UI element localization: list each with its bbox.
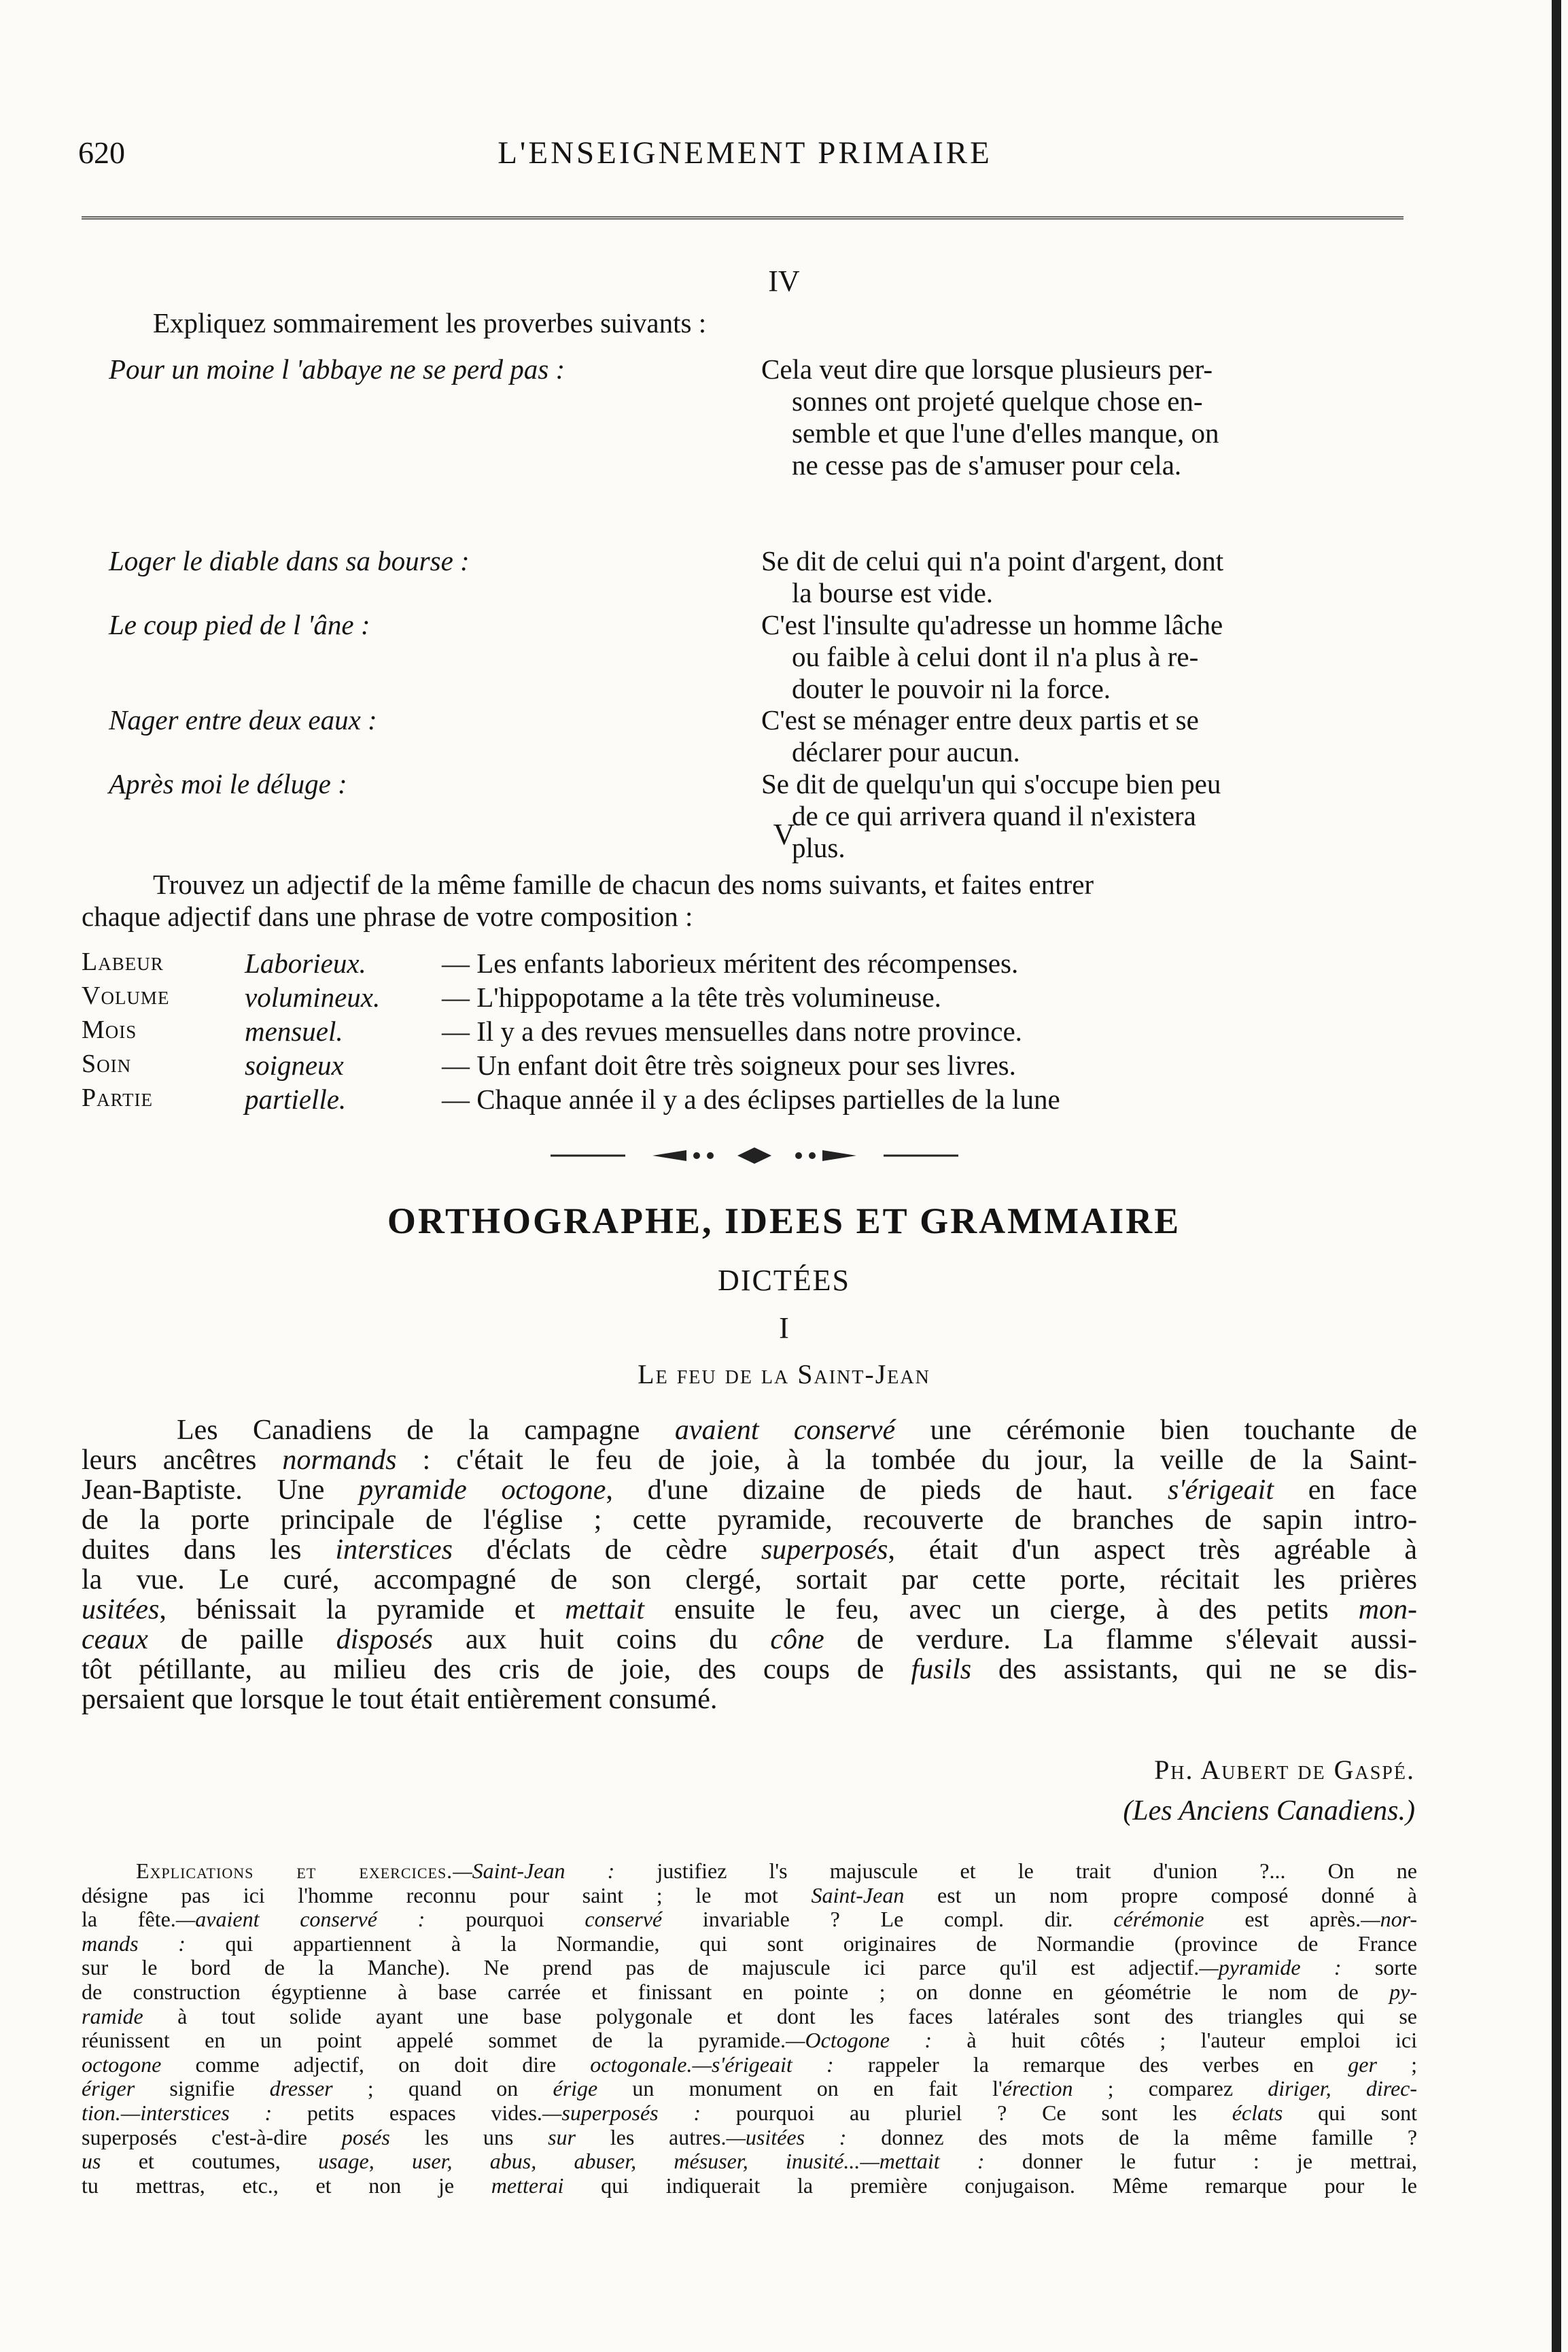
italic-text-run: conservé <box>585 1907 663 1932</box>
note-line <box>82 2077 1417 2101</box>
page-header <box>78 135 1412 182</box>
note-line <box>82 1956 1417 1980</box>
text-run: pourquoi au pluriel ? Ce sont les <box>700 2100 1232 2125</box>
italic-text-run: cérémonie <box>1113 1907 1204 1932</box>
adjective-cell: soigneux <box>245 1050 344 1081</box>
meaning-line: ou faible à celui dont il n'a plus à re- <box>792 641 1199 672</box>
text-run: désigne pas ici l'homme reconnu pour saint ; le mot <box>82 1882 812 1907</box>
text-run: Jean-Baptiste. Une <box>82 1474 360 1506</box>
note-line <box>82 2149 1417 2174</box>
text-run: petits espaces vides. <box>272 2100 542 2125</box>
italic-text-run: disposés <box>336 1624 434 1655</box>
section-iv-instruction: Expliquez sommairement les proverbes suivants : <box>153 307 707 339</box>
text-run: ; quand on <box>332 2076 553 2101</box>
italic-text-run: py- <box>1389 1979 1417 2004</box>
text-run: leurs ancêtres <box>82 1445 283 1476</box>
text-run: qui indiquerait la première conjugaison. Même remarque pour le <box>563 2173 1418 2198</box>
paragraph-line <box>82 1505 1417 1535</box>
text-run: et coutumes, <box>101 2149 319 2174</box>
text-run: réunissent en un point appelé sommet de la pyramide. <box>82 2028 786 2053</box>
notes-label: Explications et exercices. <box>136 1858 453 1883</box>
meaning-line: Cela veut dire que lorsque plusieurs per- <box>761 353 1213 385</box>
proverb-3: Le coup pied de l 'âne : <box>109 609 370 640</box>
section-v-instruction-line2: chaque adjectif dans une phrase de votre composition : <box>82 901 693 932</box>
italic-text-run: —pyramide : <box>1199 1955 1342 1980</box>
italic-text-run: cône <box>770 1624 824 1655</box>
text-run: à tout solide ayant une base polygonale et dont les faces latérales sont des triangles qui se <box>143 2003 1417 2028</box>
text-run: à huit côtés ; l'auteur emploi ici <box>931 2028 1418 2053</box>
meaning-line: ne cesse pas de s'amuser pour cela. <box>792 449 1182 481</box>
text-run: persaient que lorsque le tout était entièrement consumé. <box>82 1684 718 1715</box>
scan-edge-shadow <box>1552 0 1561 2352</box>
text-run: sur le bord de la Manche). Ne prend pas de majuscule ici parce qu'il est adjectif. <box>82 1955 1200 1980</box>
text-run: d'éclats de cèdre <box>452 1534 761 1566</box>
italic-text-run: us <box>82 2149 101 2174</box>
text-run: la vue. Le curé, accompagné de son clergé, sortait par cette porte, récitait les prières <box>82 1564 1417 1595</box>
note-line <box>82 1907 1417 1932</box>
text-run: donnez des mots de la même famille ? <box>846 2124 1418 2149</box>
text-run: qui sont <box>1283 2100 1418 2125</box>
note-line <box>82 2028 1417 2053</box>
text-run: pourquoi <box>425 1907 585 1932</box>
italic-text-run: ériger <box>82 2076 135 2101</box>
italic-text-run: —Octogone : <box>786 2028 932 2053</box>
text-run: , était d'un aspect très agréable à <box>888 1534 1417 1566</box>
note-line <box>82 1884 1417 1908</box>
meaning-line: douter le pouvoir ni la force. <box>792 673 1111 704</box>
noun-cell: Partie <box>82 1084 153 1112</box>
text-run: rappeler la remarque des verbes en <box>833 2052 1348 2077</box>
meaning-line: de ce qui arrivera quand il n'existera <box>792 800 1196 831</box>
dictee-numeral: I <box>779 1311 789 1345</box>
proverb-meaning-1 <box>761 353 1421 481</box>
text-run: qui appartiennent à la Normandie, qui sont originaires de Normandie (province de France <box>185 1931 1418 1956</box>
text-run: justifiez l's majuscule et le trait d'union ?... On ne <box>614 1858 1418 1883</box>
adjective-cell: mensuel. <box>245 1016 343 1047</box>
text-run: les uns <box>389 2124 548 2149</box>
paragraph-line <box>82 1655 1417 1684</box>
page-number: 620 <box>78 135 125 170</box>
meaning-line: C'est se ménager entre deux partis et se <box>761 704 1199 736</box>
text-run: de verdure. La flamme s'élevait aussi- <box>824 1624 1418 1655</box>
dictee-author: Ph. Aubert de Gaspé. <box>1154 1754 1415 1785</box>
section-v-instruction-line1: Trouvez un adjectif de la même famille de chacun des noms suivants, et faites entrer <box>153 869 1094 900</box>
text-run: ; comparez <box>1073 2076 1268 2101</box>
text-run: aux huit coins du <box>433 1624 771 1655</box>
italic-text-run: érection <box>1002 2076 1073 2101</box>
note-line <box>82 1980 1417 2005</box>
note-line <box>82 1932 1417 1956</box>
note-line <box>82 2126 1417 2150</box>
italic-text-run: mettait <box>565 1594 644 1625</box>
italic-text-run: ger <box>1348 2052 1377 2077</box>
text-run: comme adjectif, on doit dire <box>161 2052 591 2077</box>
meaning-line: Se dit de quelqu'un qui s'occupe bien peu <box>761 768 1221 799</box>
italic-text-run: posés <box>341 2124 390 2149</box>
italic-text-run: usitées <box>82 1594 160 1625</box>
italic-text-run: —interstices : <box>120 2100 273 2125</box>
text-run: Les Canadiens de la campagne <box>177 1415 675 1446</box>
meaning-line: déclarer pour aucun. <box>792 736 1020 767</box>
note-line <box>82 2174 1417 2198</box>
noun-cell: Labeur <box>82 948 164 976</box>
meaning-line: Se dit de celui qui n'a point d'argent, dont <box>761 545 1224 576</box>
text-run: de paille <box>147 1624 336 1655</box>
proverb-meaning-3 <box>761 609 1421 705</box>
italic-text-run: —Saint-Jean : <box>453 1858 615 1883</box>
italic-text-run: diriger, direc- <box>1268 2076 1418 2101</box>
proverb-5: Après moi le déluge : <box>109 768 347 799</box>
section-v-numeral: V <box>773 818 795 851</box>
text-run: , d'une dizaine de pieds de haut. <box>606 1474 1168 1506</box>
meaning-line: semble et que l'une d'elles manque, on <box>792 417 1219 449</box>
noun-cell: Soin <box>82 1050 132 1078</box>
italic-text-run: s'érigeait <box>1168 1474 1274 1506</box>
text-run: ; <box>1376 2052 1417 2077</box>
meaning-line: la bourse est vide. <box>792 577 994 608</box>
dictee-paragraph <box>82 1415 1417 1714</box>
italic-text-run: usage, user, abus, abuser, mésuser, inusité... <box>318 2149 860 2174</box>
paragraph-line <box>82 1535 1417 1565</box>
text-run: en face <box>1274 1474 1417 1506</box>
text-run: : c'était le feu de joie, à la tombée du jour, la veille de la Saint- <box>396 1445 1417 1476</box>
italic-text-run: tion. <box>82 2100 121 2125</box>
italic-text-run: —mettait : <box>860 2149 985 2174</box>
text-run: duites dans les <box>82 1534 336 1566</box>
dictee-title: Le feu de la Saint-Jean <box>638 1359 930 1389</box>
italic-text-run: ceaux <box>82 1624 148 1655</box>
italic-text-run: —nor- <box>1361 1907 1418 1932</box>
noun-cell: Mois <box>82 1016 137 1044</box>
note-line <box>82 2005 1417 2029</box>
sentence-cell: — Un enfant doit être très soigneux pour ses livres. <box>442 1050 1016 1081</box>
italic-text-run: —superposés : <box>542 2100 701 2125</box>
paragraph-line <box>82 1565 1417 1595</box>
note-line <box>82 2053 1417 2077</box>
header-rule <box>82 216 1404 220</box>
text-run: , bénissait la pyramide et <box>159 1594 565 1625</box>
paragraph-line <box>82 1595 1417 1625</box>
text-run: les autres. <box>576 2124 727 2149</box>
orthographe-title: ORTHOGRAPHE, IDEES ET GRAMMAIRE <box>387 1200 1181 1241</box>
text-run: des assistants, qui ne se dis- <box>971 1654 1417 1685</box>
italic-text-run: érige <box>553 2076 598 2101</box>
text-run: sorte <box>1341 1955 1418 1980</box>
text-run: tôt pétillante, au milieu des cris de joie, des coups de <box>82 1654 911 1685</box>
meaning-line: plus. <box>792 832 846 863</box>
italic-text-run: metterai <box>491 2173 564 2198</box>
paragraph-line <box>82 1415 1417 1445</box>
italic-text-run: —s'érigeait : <box>692 2052 834 2077</box>
text-run: est un nom propre composé donné à <box>904 1882 1418 1907</box>
italic-text-run: octogone <box>82 2052 162 2077</box>
text-run: tu mettras, etc., et non je <box>82 2173 491 2198</box>
adjective-cell: volumineux. <box>245 982 381 1013</box>
proverb-4: Nager entre deux eaux : <box>109 704 377 736</box>
meaning-line: sonnes ont projeté quelque chose en- <box>792 385 1203 417</box>
sentence-cell: — Chaque année il y a des éclipses partielles de la lune <box>442 1084 1060 1115</box>
section-iv-numeral: IV <box>768 264 800 298</box>
italic-text-run: dresser <box>269 2076 333 2101</box>
text-run: donner le futur : je mettrai, <box>984 2149 1418 2174</box>
italic-text-run: avaient conservé <box>674 1415 896 1446</box>
text-run: de construction égyptienne à base carrée et finissant en pointe ; on donne en géométrie le nom de <box>82 1979 1390 2004</box>
dictee-source: (Les Anciens Canadiens.) <box>1123 1795 1415 1827</box>
italic-text-run: —usitées : <box>726 2124 847 2149</box>
italic-text-run: octogonale. <box>590 2052 693 2077</box>
text-run: un monument on en fait l' <box>597 2076 1003 2101</box>
noun-cell: Volume <box>82 982 170 1010</box>
sentence-cell: — Il y a des revues mensuelles dans notre province. <box>442 1016 1022 1047</box>
paragraph-line <box>82 1445 1417 1475</box>
text-run: la fête. <box>82 1907 176 1932</box>
italic-text-run: sur <box>548 2124 576 2149</box>
text-run: superposés c'est-à-dire <box>82 2124 342 2149</box>
adjective-cell: Laborieux. <box>245 948 366 979</box>
proverb-2: Loger le diable dans sa bourse : <box>109 545 470 576</box>
italic-text-run: normands <box>282 1445 397 1476</box>
proverb-meaning-2 <box>761 545 1421 609</box>
italic-text-run: pyramide octogone <box>359 1474 606 1506</box>
explanations-notes <box>82 1859 1417 2198</box>
paragraph-line <box>82 1684 1417 1714</box>
text-run: est après. <box>1204 1907 1361 1932</box>
text-run: ensuite le feu, avec un cierge, à des petits <box>644 1594 1359 1625</box>
italic-text-run: —avaient conservé : <box>175 1907 425 1932</box>
proverb-meaning-4 <box>761 704 1421 768</box>
italic-text-run: mon- <box>1358 1594 1417 1625</box>
italic-text-run: ramide <box>82 2003 143 2028</box>
italic-text-run: mands : <box>82 1931 186 1956</box>
sentence-cell: — L'hippopotame a la tête très volumineuse. <box>442 982 941 1013</box>
dictees-heading: DICTÉES <box>718 1264 850 1297</box>
italic-text-run: interstices <box>335 1534 453 1566</box>
text-run: invariable ? Le compl. dir. <box>662 1907 1114 1932</box>
italic-text-run: Saint-Jean <box>811 1882 905 1907</box>
paragraph-line <box>82 1625 1417 1655</box>
sentence-cell: — Les enfants laborieux méritent des récompenses. <box>442 948 1019 979</box>
text-run: une cérémonie bien touchante de <box>895 1415 1417 1446</box>
note-line <box>82 1859 1417 1884</box>
proverb-1: Pour un moine l 'abbaye ne se perd pas : <box>109 353 565 385</box>
italic-text-run: éclats <box>1232 2100 1283 2125</box>
meaning-line: C'est l'insulte qu'adresse un homme lâche <box>761 609 1223 640</box>
adjective-cell: partielle. <box>245 1084 347 1115</box>
note-line <box>82 2101 1417 2126</box>
text-run: de la porte principale de l'église ; cette pyramide, recouverte de branches de sapin intro- <box>82 1504 1417 1536</box>
text-run: signifie <box>135 2076 270 2101</box>
italic-text-run: superposés <box>761 1534 888 1566</box>
paragraph-line <box>82 1475 1417 1505</box>
ornament-divider <box>551 1142 958 1169</box>
italic-text-run: fusils <box>911 1654 972 1685</box>
running-title: L'ENSEIGNEMENT PRIMAIRE <box>498 135 992 171</box>
